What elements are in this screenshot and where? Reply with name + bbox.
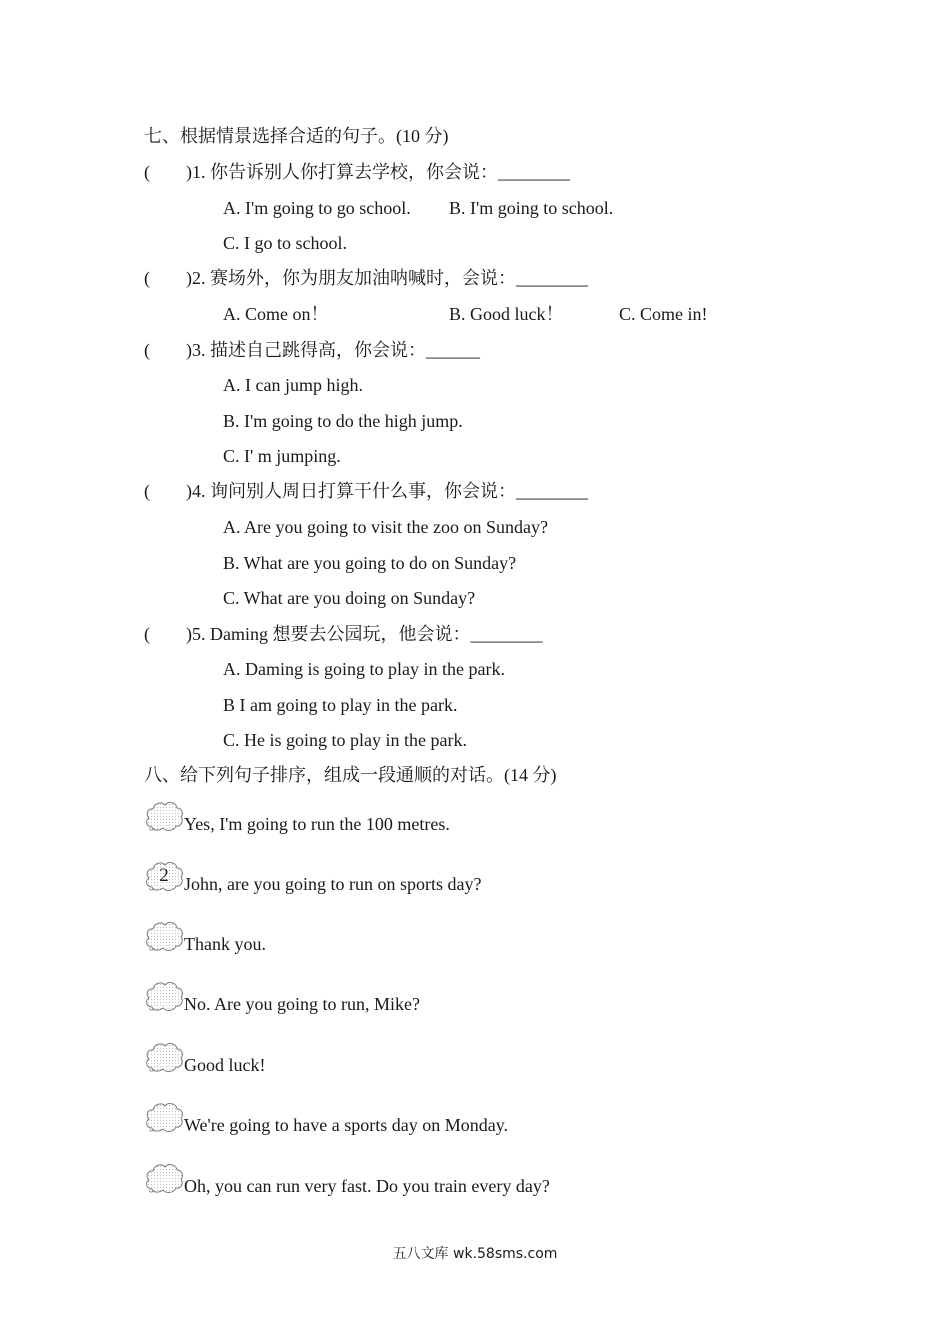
dialogue-sentence: Good luck!: [184, 1055, 266, 1075]
answer-bubble[interactable]: [144, 920, 184, 954]
option-3c: C. I' m jumping.: [223, 446, 341, 466]
option-2a: A. Come on！: [223, 304, 329, 324]
option-4b: B. What are you going to do on Sunday?: [223, 553, 517, 573]
option-3b: B. I'm going to do the high jump.: [223, 411, 463, 431]
option-1c: C. I go to school.: [223, 233, 347, 253]
section-8-title: 八、给下列句子排序，组成一段通顺的对话。(14 分): [144, 765, 557, 785]
answer-bubble[interactable]: [144, 800, 184, 834]
option-4a: A. Are you going to visit the zoo on Sunday?: [223, 517, 548, 537]
answer-paren[interactable]: ( ): [144, 624, 192, 644]
dialogue-sentence: John, are you going to run on sports day?: [184, 874, 482, 894]
option-2c: C. Come in!: [619, 304, 708, 324]
option-5a: A. Daming is going to play in the park.: [223, 659, 505, 679]
question-stem: 5. Daming 想要去公园玩，他会说：________: [192, 624, 543, 644]
answer-paren[interactable]: ( ): [144, 162, 192, 182]
dialogue-sentence: Yes, I'm going to run the 100 metres.: [184, 814, 450, 834]
question-2: [144, 266, 588, 290]
answer-paren[interactable]: ( ): [144, 340, 192, 360]
answer-bubble[interactable]: [144, 1162, 184, 1196]
question-stem: 3. 描述自己跳得高，你会说：______: [192, 340, 480, 360]
question-4: [144, 479, 588, 503]
question-3: [144, 338, 480, 362]
footer-watermark: 五八文库 wk.58sms.com: [392, 1246, 558, 1262]
answer-bubble[interactable]: [144, 980, 184, 1014]
question-stem: 2. 赛场外，你为朋友加油呐喊时，会说：________: [192, 268, 588, 288]
dialogue-sentence: We're going to have a sports day on Monday.: [184, 1115, 509, 1135]
answer-bubble[interactable]: [144, 860, 184, 894]
question-5: [144, 622, 543, 646]
answer-bubble[interactable]: [144, 1041, 184, 1075]
option-5c: C. He is going to play in the park.: [223, 730, 467, 750]
section-7-title: 七、根据情景选择合适的句子。(10 分): [144, 126, 449, 146]
answer-paren[interactable]: ( ): [144, 481, 192, 501]
dialogue-sentence: Oh, you can run very fast. Do you train every day?: [184, 1176, 550, 1196]
question-1: [144, 160, 570, 184]
option-1a: A. I'm going to go school.: [223, 198, 411, 218]
question-stem: 4. 询问别人周日打算干什么事，你会说：________: [192, 481, 588, 501]
answer-bubble[interactable]: [144, 1101, 184, 1135]
option-3a: A. I can jump high.: [223, 375, 363, 395]
option-4c: C. What are you doing on Sunday?: [223, 588, 476, 608]
dialogue-sentence: Thank you.: [184, 934, 266, 954]
option-5b: B I am going to play in the park.: [223, 695, 458, 715]
option-1b: B. I'm going to school.: [449, 198, 614, 218]
question-stem: 1. 你告诉别人你打算去学校，你会说：________: [192, 162, 570, 182]
order-number: 2: [159, 865, 169, 886]
option-2b: B. Good luck！: [449, 304, 564, 324]
dialogue-sentence: No. Are you going to run, Mike?: [184, 994, 420, 1014]
answer-paren[interactable]: ( ): [144, 268, 192, 288]
